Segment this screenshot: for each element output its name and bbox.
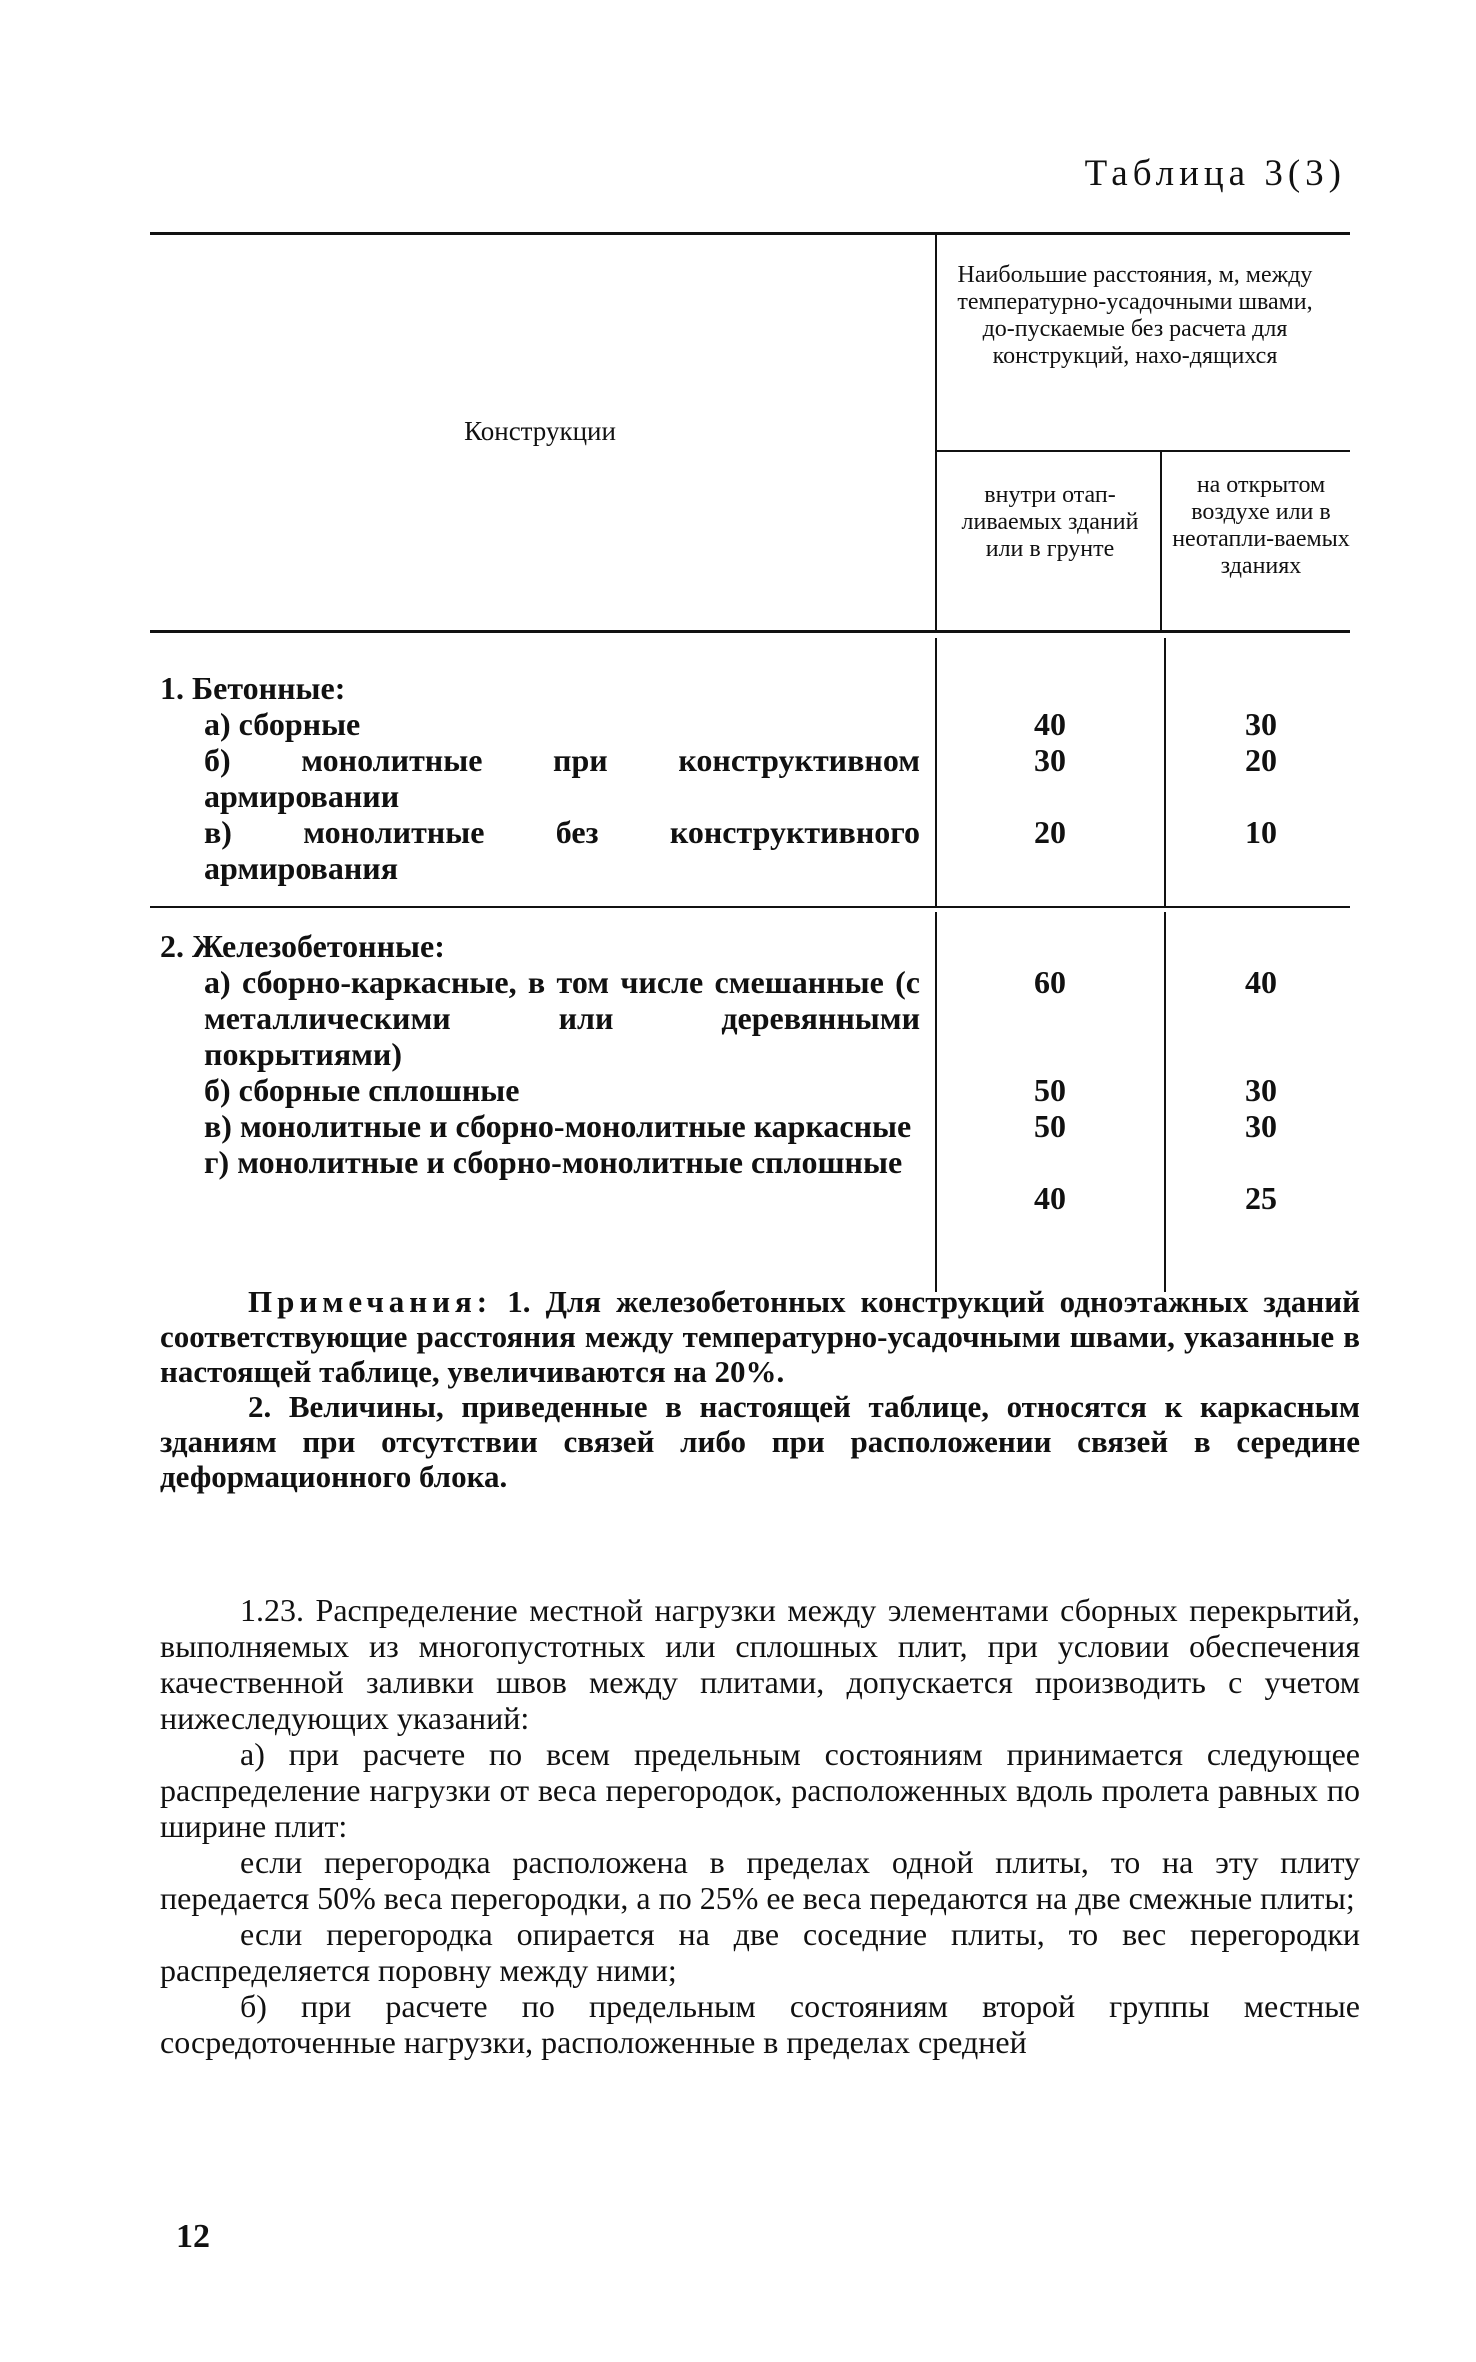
section-concrete [160,670,920,886]
cell-value: 30 [1034,742,1066,778]
header-construction: Конструкции [464,416,616,446]
cell-value: 30 [1245,706,1277,742]
paragraph: а) при расчете по всем предельным состояниям принимается следующее распределение нагрузки от веса перегородок, расположенных вдоль пролета равных по ширине плит: [160,1736,1360,1844]
row-label: б) монолитные при конструктивном армировании [204,742,920,814]
cell-value: 30 [1245,1072,1277,1108]
section-title: 2. Железобетонные: [160,928,445,964]
paragraph: если перегородка расположена в пределах одной плиты, то на эту плиту передается 50% веса перегородки, а по 25% ее веса передаются на две смежные плиты; [160,1844,1360,1916]
row-label: а) сборные [204,706,361,742]
section-reinforced-concrete [160,928,920,1180]
cell-value: 50 [1034,1072,1066,1108]
section-divider-rule [150,906,1350,908]
paragraph: б) при расчете по предельным состояниям второй группы местные сосредоточенные нагрузки, расположенные в пределах средней [160,1988,1360,2060]
header-main: Наибольшие расстояния, м, между температурно-усадочными швами, до-пускаемые без расчета для конструкций, нахо-дящихся [957,262,1313,369]
header-vertical-rule-1 [935,235,937,630]
cell-value: 60 [1034,964,1066,1000]
cell-value: 50 [1034,1108,1066,1144]
notes-label: Примечания: [248,1284,493,1319]
body-text [160,1592,1360,2060]
cell-value: 20 [1034,814,1066,850]
page-number: 12 [176,2218,210,2255]
body-vertical-rule-2 [1164,638,1166,906]
body-vertical-rule-1 [935,638,937,906]
row-label: а) сборно-каркасные, в том числе смешанные (с металлическими или деревянными покрытиями) [204,964,920,1072]
cell-value: 30 [1245,1108,1277,1144]
cell-value: 40 [1245,964,1277,1000]
table-caption: Таблица 3(3) [1084,153,1346,194]
paragraph: 1.23. Распределение местной нагрузки между элементами сборных перекрытий, выполняемых из многопустотных или сплошных плит, при условии обеспечения качественной заливки швов между плитами, допускается производить с учетом нижеследующих указаний: [160,1592,1360,1736]
row-label: г) монолитные и сборно-монолитные сплошные [204,1144,903,1180]
header-vertical-rule-2 [1160,452,1162,630]
row-label: б) сборные сплошные [204,1072,520,1108]
note-1: 1. Для железобетонных конструкций одноэтажных зданий соответствующие расстояния между температурно-усадочными швами, указанные в настоящей таблице, увеличиваются на 20%. [160,1284,1361,1389]
header-indoor: внутри отап-ливаемых зданий или в грунте [961,482,1139,562]
table-notes [160,1284,1360,1494]
cell-value: 40 [1034,706,1066,742]
cell-value: 25 [1245,1180,1277,1216]
body-vertical-rule-3 [935,912,937,1292]
note-2: 2. Величины, приведенные в настоящей таблице, относятся к каркасным зданиям при отсутствии связей либо при расположении связей в середине деформационного блока. [160,1389,1360,1494]
section-title: 1. Бетонные: [160,670,346,706]
row-label: в) монолитные без конструктивного армирования [204,814,920,886]
table-top-rule [150,232,1350,235]
row-label: в) монолитные и сборно-монолитные каркасные [204,1108,912,1144]
header-split-rule [935,450,1350,452]
cell-value: 20 [1245,742,1277,778]
cell-value: 10 [1245,814,1277,850]
cell-value: 40 [1034,1180,1066,1216]
header-bottom-rule [150,630,1350,633]
paragraph: если перегородка опирается на две соседние плиты, то вес перегородки распределяется поровну между ними; [160,1916,1360,1988]
header-outdoor: на открытом воздухе или в неотапли-ваемых зданиях [1172,472,1350,579]
body-vertical-rule-4 [1164,912,1166,1292]
